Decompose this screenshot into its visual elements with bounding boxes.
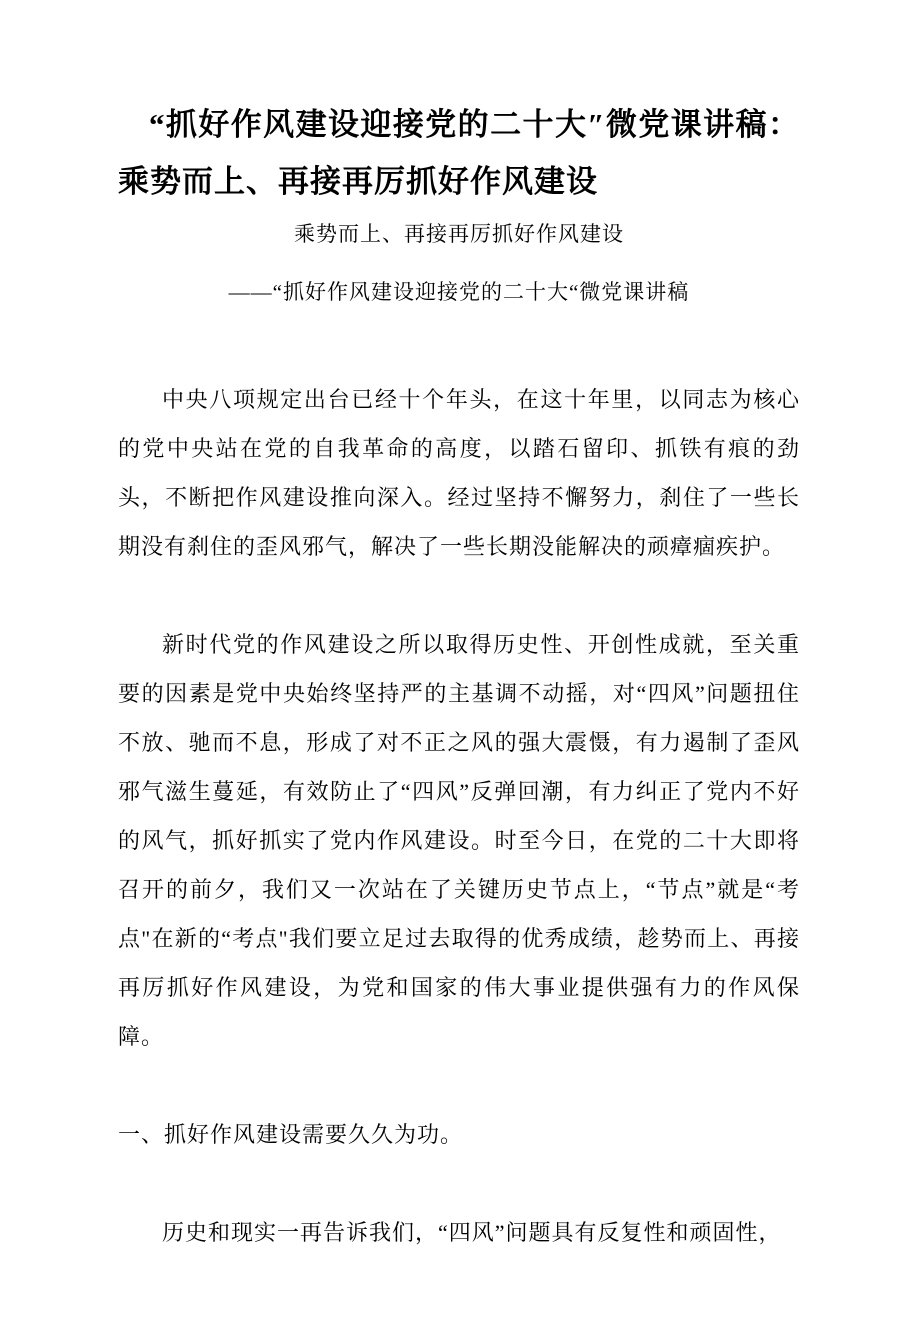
paragraph: 历史和现实一再告诉我们，“四风”问题具有反复性和顽固性， xyxy=(162,1220,782,1245)
document-title: “抓好作风建设迎接党的二十大″微党课讲稿：乘势而上、再接再厉抓好作风建设 xyxy=(118,107,800,199)
section-heading: 一、抓好作风建设需要久久为功。 xyxy=(118,1122,464,1147)
paragraph: 新时代党的作风建设之所以取得历史性、开创性成就，至关重要的因素是党中央始终坚持严的主基调不动摇，对“四风”问题扭住不放、驰而不息，形成了对不正之风的强大震慑，有力遏制了歪风邪气滋生蔓延，有效防止了“四风”反弹回潮，有力纠正了党内不好的风气，抓好抓实了党内作风建设。时至今日，在党的二十大即将召开的前夕，我们又一次站在了关键历史节点上，“节点”就是“考点"在新的“考点"我们要立足过去取得的优秀成绩，趁势而上、再接再厉抓好作风建设，为党和国家的伟大事业提供强有力的作风保障。 xyxy=(118,632,800,1049)
document-body xyxy=(118,375,800,1257)
document-byline: ——“抓好作风建设迎接党的二十大“微党课讲稿 xyxy=(228,280,690,304)
document-subtitle: 乘势而上、再接再厉抓好作风建设 xyxy=(294,222,624,246)
paragraph: 中央八项规定出台已经十个年头，在这十年里，以同志为核心的党中央站在党的自我革命的高度，以踏石留印、抓铁有痕的劲头，不断把作风建设推向深入。经过坚持不懈努力，刹住了一些长期没有刹住的歪风邪气，解决了一些长期没能解决的顽瘴痼疾护。 xyxy=(118,387,800,559)
